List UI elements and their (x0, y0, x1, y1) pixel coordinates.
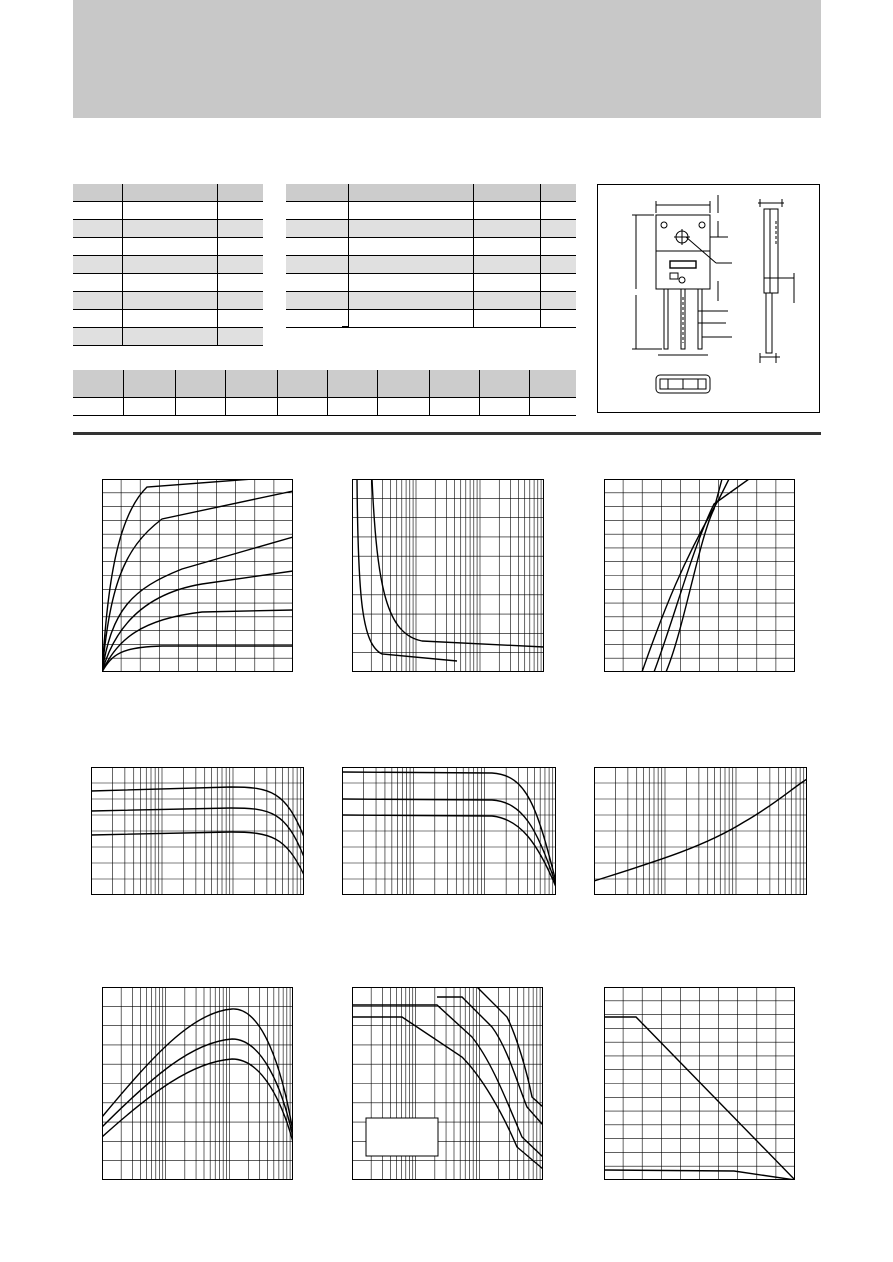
chart-pc-ta (604, 987, 795, 1180)
soa-3 (442, 987, 543, 1107)
curve-3 (102, 1059, 293, 1142)
footnote-mark (342, 326, 348, 327)
absolute-max-ratings-table (73, 184, 263, 346)
header-banner (73, 0, 821, 118)
chart-ic-vbe (604, 479, 795, 672)
chart-safe-operating-area (352, 987, 543, 1180)
package-outline-drawing (597, 184, 820, 413)
chart-ft-ie (102, 987, 293, 1180)
curve-1 (342, 772, 556, 882)
chart-ic-vce (102, 479, 293, 672)
curve-3 (342, 815, 556, 887)
chart-ic-vce-plot (102, 479, 293, 672)
curve-1 (594, 779, 807, 881)
classification-table (73, 370, 576, 416)
chart-vce-sat (352, 479, 544, 672)
curve-2 (372, 479, 544, 647)
curve-3 (91, 832, 304, 875)
chart-hfe-ic-1 (91, 767, 304, 895)
section-divider (73, 432, 821, 435)
electrical-characteristics-table (286, 184, 576, 328)
curve-1 (91, 787, 304, 837)
curve-1 (102, 1009, 293, 1132)
curve-2 (342, 799, 556, 885)
chart-hfe-ic-2 (342, 767, 556, 895)
soa-2 (437, 997, 543, 1125)
soa-legend-box (366, 1118, 438, 1156)
chart-transient-thermal (594, 767, 807, 895)
